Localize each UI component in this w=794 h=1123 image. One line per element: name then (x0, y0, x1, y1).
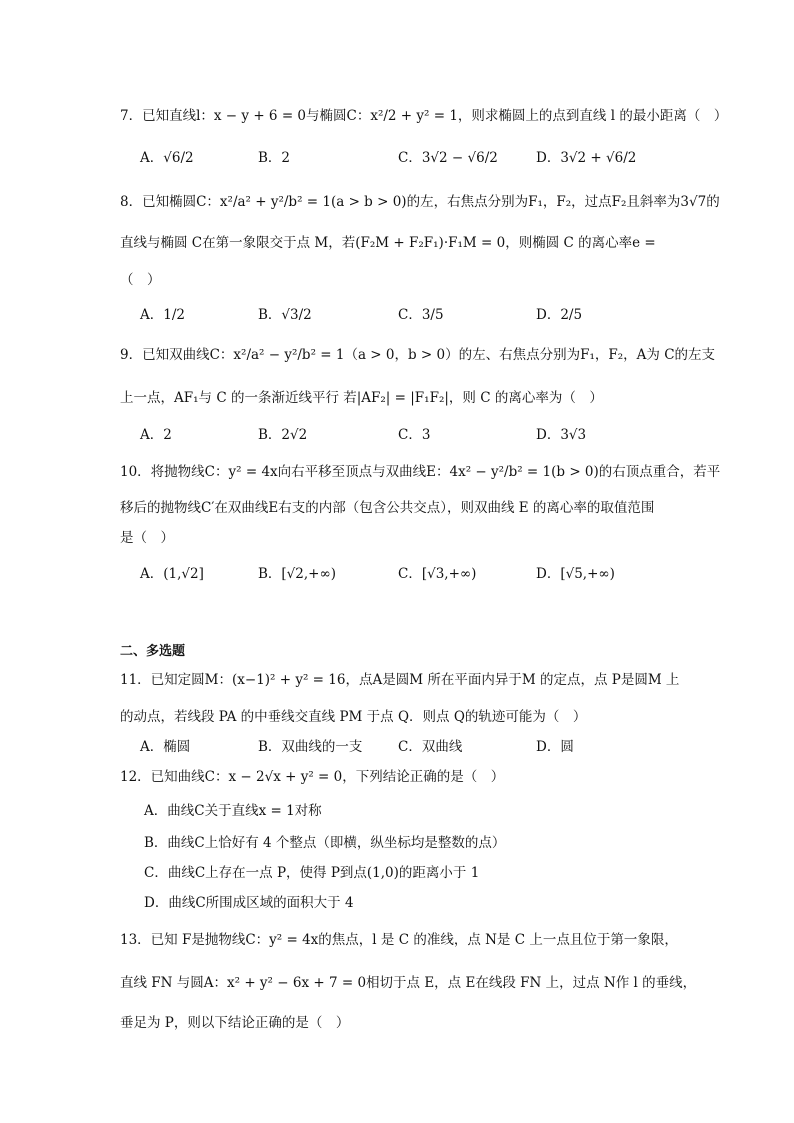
q8-option-d: D．2/5 (536, 307, 583, 323)
q10-option-a: A．(1,√2] (140, 566, 204, 582)
q12-option-c: C．曲线C上存在一点 P，使得 P到点(1,0)的距离小于 1 (144, 865, 480, 881)
question-7-options (140, 144, 680, 174)
question-10-stem-line1: 10．将抛物线C：y² = 4x向右平移至顶点与双曲线E：4x² − y²/b² = 1(b > 0)的右顶点重合，若平 (120, 464, 721, 480)
question-8-stem-line1: 8．已知椭圆C：x²/a² + y²/b² = 1(a > b > 0)的左，右焦点分别为F₁，F₂，过点F₂且斜率为3√7的 (120, 194, 720, 210)
question-11-stem-line1: 11．已知定圆M：(x−1)² + y² = 16，点A是圆M 所在平面内异于M 的定点，点 P是圆M 上 (120, 672, 680, 688)
q8-option-a: A．1/2 (140, 307, 185, 323)
q8-option-b: B．√3/2 (258, 307, 312, 323)
q11-option-a: A．椭圆 (140, 739, 191, 755)
question-12-stem: 12．已知曲线C：x − 2√x + y² = 0，下列结论正确的是（ ） (120, 769, 505, 785)
question-13-stem-line1: 13．已知 F是抛物线C：y² = 4x的焦点，l 是 C 的准线，点 N是 C 上一点且位于第一象限， (120, 932, 678, 948)
question-8-options (140, 301, 680, 331)
question-8-stem-line3: （ ） (120, 272, 161, 288)
q8-option-c: C．3/5 (398, 307, 444, 323)
section-title-multi-choice: 二、多选题 (120, 644, 186, 659)
q12-option-b: B．曲线C上恰好有 4 个整点（即横，纵坐标均是整数的点） (144, 835, 506, 851)
question-10-options (140, 560, 680, 590)
question-9-stem-line2: 上一点，AF₁与 C 的一条渐近线平行 若|AF₂| = |F₁F₂|，则 C 的离心率为（ ） (120, 390, 603, 406)
question-10-stem-line3: 是（ ） (120, 530, 174, 546)
question-11-options (140, 733, 680, 763)
q9-option-a: A．2 (140, 427, 172, 443)
q7-option-c: C．3√2 − √6/2 (398, 150, 498, 166)
q10-option-c: C．[√3,+∞) (398, 566, 477, 582)
question-13-stem-line3: 垂足为 P，则以下结论正确的是（ ） (120, 1015, 350, 1031)
q7-option-d: D．3√2 + √6/2 (536, 150, 637, 166)
q12-option-a: A．曲线C关于直线x = 1对称 (144, 803, 322, 819)
q7-option-a: A．√6/2 (140, 150, 194, 166)
q9-option-b: B．2√2 (258, 427, 308, 443)
question-11-stem-line2: 的动点，若线段 PA 的中垂线交直线 PM 于点 Q．则点 Q的轨迹可能为（ ） (120, 709, 587, 725)
question-10-stem-line2: 移后的抛物线C′在双曲线E右支的内部（包含公共交点），则双曲线 E 的离心率的取值范围 (120, 500, 655, 516)
q11-option-d: D．圆 (536, 739, 574, 755)
question-13-stem-line2: 直线 FN 与圆A：x² + y² − 6x + 7 = 0相切于点 E，点 E在线段 FN 上，过点 N作 l 的垂线， (120, 975, 697, 991)
q10-option-d: D．[√5,+∞) (536, 566, 615, 582)
q7-option-b: B．2 (258, 150, 291, 166)
q11-option-b: B．双曲线的一支 (258, 739, 363, 755)
q9-option-d: D．3√3 (536, 427, 587, 443)
q10-option-b: B．[√2,+∞) (258, 566, 336, 582)
question-8-stem-line2: 直线与椭圆 C在第一象限交于点 M，若(F₂M + F₂F₁)·F₁M = 0，则椭圆 C 的离心率e = (120, 235, 656, 251)
question-7-stem: 7．已知直线l：x − y + 6 = 0与椭圆C：x²/2 + y² = 1，则求椭圆上的点到直线 l 的最小距离（ ） (120, 108, 728, 124)
q12-option-d: D．曲线C所围成区域的面积大于 4 (144, 895, 354, 911)
question-9-options (140, 421, 680, 451)
question-9-stem-line1: 9．已知双曲线C：x²/a² − y²/b² = 1（a > 0，b > 0）的左、右焦点分别为F₁，F₂，A为 C的左支 (120, 347, 716, 363)
q11-option-c: C．双曲线 (398, 739, 463, 755)
q9-option-c: C．3 (398, 427, 431, 443)
